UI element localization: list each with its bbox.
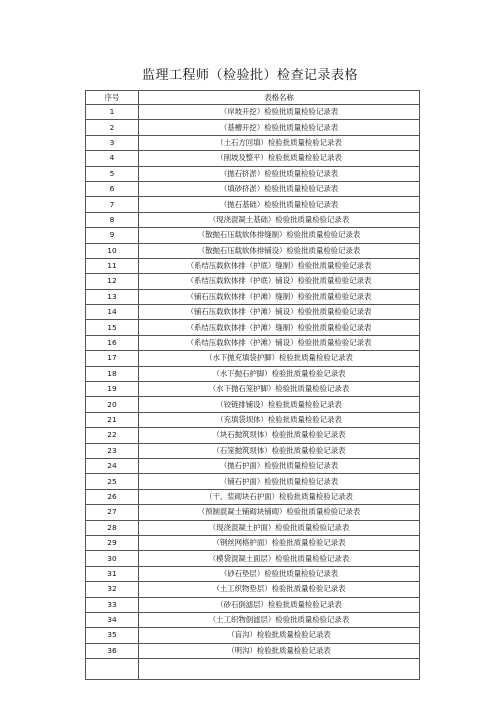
- form-name-cell: （充填袋坝体）检验批质量检验记录表: [139, 412, 420, 427]
- table-row: [86, 366, 420, 381]
- serial-number-cell: 2: [86, 120, 139, 135]
- form-name-cell: （水下抛石护脚）检验批质量检验记录表: [139, 366, 420, 381]
- table-row: [86, 566, 420, 581]
- serial-number-cell: 30: [86, 551, 139, 566]
- form-name-cell: （干、浆砌块石护面）检验批质量检验记录表: [139, 489, 420, 504]
- table-row: [86, 597, 420, 612]
- form-name-cell: （基槽开挖）检验批质量检验记录表: [139, 120, 420, 135]
- blank-cell: [139, 659, 420, 680]
- form-name-cell: （钢丝网格护面）检验批质量检验记录表: [139, 535, 420, 550]
- table-row: [86, 412, 420, 427]
- serial-number-cell: 3: [86, 135, 139, 150]
- table-row: [86, 289, 420, 304]
- table-row: [86, 520, 420, 535]
- serial-number-cell: 14: [86, 305, 139, 320]
- serial-number-cell: 24: [86, 458, 139, 473]
- serial-number-cell: 10: [86, 243, 139, 258]
- serial-number-cell: 19: [86, 382, 139, 397]
- form-name-cell: （散抛石压载软体排缝制）检验批质量检验记录表: [139, 228, 420, 243]
- table-row: [86, 582, 420, 597]
- table-row: [86, 458, 420, 473]
- serial-number-cell: 5: [86, 166, 139, 181]
- serial-number-cell: 25: [86, 474, 139, 489]
- serial-number-cell: 22: [86, 428, 139, 443]
- serial-number-cell: 29: [86, 535, 139, 550]
- serial-number-cell: 11: [86, 258, 139, 273]
- form-name-cell: （土工织物垫层）检验批质量检验记录表: [139, 582, 420, 597]
- serial-number-cell: 15: [86, 320, 139, 335]
- header-serial-number: 序号: [86, 91, 139, 105]
- blank-table-row: [86, 659, 420, 680]
- table-row: [86, 181, 420, 196]
- form-name-cell: （水下抛充填袋护脚）检验批质量检验记录表: [139, 351, 420, 366]
- form-name-cell: （水下抛石笼护脚）检验批质量检验记录表: [139, 382, 420, 397]
- form-name-cell: （铺石护面）检验批质量检验记录表: [139, 474, 420, 489]
- form-name-cell: （盲沟）检验批质量检验记录表: [139, 628, 420, 643]
- table-row: [86, 274, 420, 289]
- serial-number-cell: 9: [86, 228, 139, 243]
- serial-number-cell: 36: [86, 643, 139, 658]
- table-row: [86, 166, 420, 181]
- form-name-cell: （土石方回填）检验批质量检验记录表: [139, 135, 420, 150]
- form-name-cell: （预制混凝土铺砌块铺砌）检验批质量检验记录表: [139, 505, 420, 520]
- serial-number-cell: 12: [86, 274, 139, 289]
- table-row: [86, 489, 420, 504]
- table-row: [86, 335, 420, 350]
- form-name-cell: （现浇混凝土护面）检验批质量检验记录表: [139, 520, 420, 535]
- table-row: [86, 551, 420, 566]
- page-title: 监理工程师（检验批）检查记录表格: [141, 68, 358, 83]
- serial-number-cell: 31: [86, 566, 139, 581]
- form-name-cell: （石笼抛筑坝体）检验批质量检验记录表: [139, 443, 420, 458]
- table-row: [86, 505, 420, 520]
- table-row: [86, 151, 420, 166]
- record-table: [85, 90, 420, 680]
- form-name-cell: （砂石倒滤层）检验批质量检验记录表: [139, 597, 420, 612]
- table-row: [86, 320, 420, 335]
- form-name-cell: （岸坡开挖）检验批质量检验记录表: [139, 105, 420, 120]
- form-name-cell: （铺石压载软体排（护滩）缝制）检验批质量检验记录表: [139, 289, 420, 304]
- serial-number-cell: 32: [86, 582, 139, 597]
- table-row: [86, 443, 420, 458]
- serial-number-cell: 28: [86, 520, 139, 535]
- form-name-cell: （系结压载软体排（护滩）铺设）检验批质量检验记录表: [139, 335, 420, 350]
- serial-number-cell: 1: [86, 105, 139, 120]
- form-name-cell: （削坡及整平）检验批质量检验记录表: [139, 151, 420, 166]
- table-row: [86, 382, 420, 397]
- form-name-cell: （系结压载软体排（护底）缝制）检验批质量检验记录表: [139, 258, 420, 273]
- table-body: [86, 105, 420, 680]
- form-name-cell: （系结压载软体排（护滩）缝制）检验批质量检验记录表: [139, 320, 420, 335]
- form-name-cell: （铰链排铺设）检验批质量检验记录表: [139, 397, 420, 412]
- serial-number-cell: 34: [86, 612, 139, 627]
- table-row: [86, 197, 420, 212]
- serial-number-cell: 33: [86, 597, 139, 612]
- serial-number-cell: 17: [86, 351, 139, 366]
- serial-number-cell: 20: [86, 397, 139, 412]
- table-row: [86, 212, 420, 227]
- header-form-name: 表格名称: [139, 91, 420, 105]
- serial-number-cell: 6: [86, 181, 139, 196]
- form-name-cell: （系结压载软体排（护底）铺设）检验批质量检验记录表: [139, 274, 420, 289]
- form-name-cell: （砂石垫层）检验批质量检验记录表: [139, 566, 420, 581]
- serial-number-cell: 16: [86, 335, 139, 350]
- serial-number-cell: 23: [86, 443, 139, 458]
- form-name-cell: （散抛石压载软体排铺设）检验批质量检验记录表: [139, 243, 420, 258]
- table-row: [86, 120, 420, 135]
- form-name-cell: （现浇混凝土基础）检验批质量检验记录表: [139, 212, 420, 227]
- table-row: [86, 135, 420, 150]
- table-row: [86, 305, 420, 320]
- form-name-cell: （抛石挤淤）检验批质量检验记录表: [139, 166, 420, 181]
- form-name-cell: （块石抛筑坝体）检验批质量检验记录表: [139, 428, 420, 443]
- table-row: [86, 643, 420, 658]
- table-row: [86, 351, 420, 366]
- serial-number-cell: 27: [86, 505, 139, 520]
- blank-cell: [86, 659, 139, 680]
- table-row: [86, 474, 420, 489]
- serial-number-cell: 4: [86, 151, 139, 166]
- serial-number-cell: 7: [86, 197, 139, 212]
- serial-number-cell: 8: [86, 212, 139, 227]
- table-row: [86, 428, 420, 443]
- table-header-row: [86, 91, 420, 105]
- table-row: [86, 258, 420, 273]
- form-name-cell: （模袋混凝土面层）检验批质量检验记录表: [139, 551, 420, 566]
- serial-number-cell: 18: [86, 366, 139, 381]
- table-row: [86, 612, 420, 627]
- table-row: [86, 535, 420, 550]
- table-row: [86, 228, 420, 243]
- form-name-cell: （填砂挤淤）检验批质量检验记录表: [139, 181, 420, 196]
- form-name-cell: （土工织物倒滤层）检验批质量检验记录表: [139, 612, 420, 627]
- form-name-cell: （抛石基础）检验批质量检验记录表: [139, 197, 420, 212]
- serial-number-cell: 26: [86, 489, 139, 504]
- table-row: [86, 628, 420, 643]
- serial-number-cell: 13: [86, 289, 139, 304]
- table-row: [86, 243, 420, 258]
- form-name-cell: （明沟）检验批质量检验记录表: [139, 643, 420, 658]
- serial-number-cell: 21: [86, 412, 139, 427]
- form-name-cell: （铺石压载软体排（护滩）铺设）检验批质量检验记录表: [139, 305, 420, 320]
- form-name-cell: （抛石护面）检验批质量检验记录表: [139, 458, 420, 473]
- table-row: [86, 397, 420, 412]
- serial-number-cell: 35: [86, 628, 139, 643]
- table-row: [86, 105, 420, 120]
